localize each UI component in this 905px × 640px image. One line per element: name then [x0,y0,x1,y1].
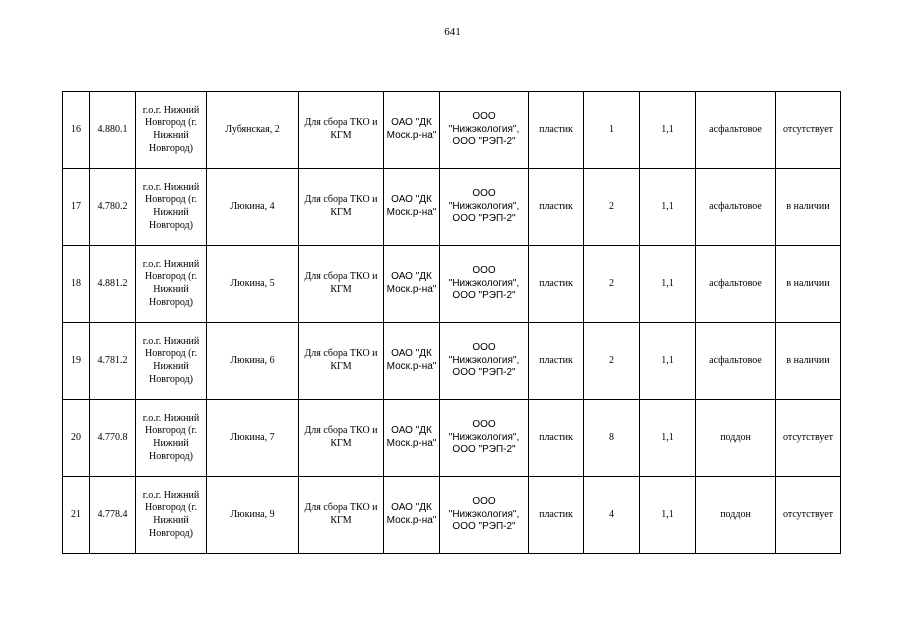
surface-coating-cell: асфальтовое [696,92,776,169]
container-volume-cell: 1,1 [640,92,696,169]
registry-table [62,91,841,554]
site-code-cell: 4.781.2 [90,323,136,400]
address-cell: Люкина, 6 [207,323,299,400]
container-count-cell: 2 [584,246,640,323]
surface-coating-cell: поддон [696,477,776,554]
row-number-cell: 18 [63,246,90,323]
table-row [63,323,841,400]
area-cell: г.о.г. Нижний Новгород (г. Нижний Новгород) [136,169,207,246]
site-code-cell: 4.880.1 [90,92,136,169]
organization-cell: ОАО "ДК Моск.р-на" [384,323,440,400]
material-cell: пластик [529,92,584,169]
material-cell: пластик [529,169,584,246]
area-cell: г.о.г. Нижний Новгород (г. Нижний Новгород) [136,246,207,323]
table-row [63,246,841,323]
address-cell: Лубянская, 2 [207,92,299,169]
container-volume-cell: 1,1 [640,323,696,400]
organization-cell: ОАО "ДК Моск.р-на" [384,477,440,554]
purpose-cell: Для сбора ТКО и КГМ [299,246,384,323]
surface-coating-cell: асфальтовое [696,246,776,323]
purpose-cell: Для сбора ТКО и КГМ [299,323,384,400]
site-code-cell: 4.778.4 [90,477,136,554]
organization-cell: ОАО "ДК Моск.р-на" [384,169,440,246]
operator-cell: ООО "Нижэкология", ООО "РЭП-2" [440,323,529,400]
address-cell: Люкина, 4 [207,169,299,246]
row-number-cell: 16 [63,92,90,169]
material-cell: пластик [529,323,584,400]
row-number-cell: 21 [63,477,90,554]
container-volume-cell: 1,1 [640,400,696,477]
fence-cell: в наличии [776,246,841,323]
address-cell: Люкина, 5 [207,246,299,323]
container-count-cell: 1 [584,92,640,169]
container-count-cell: 2 [584,323,640,400]
organization-cell: ОАО "ДК Моск.р-на" [384,246,440,323]
row-number-cell: 20 [63,400,90,477]
surface-coating-cell: поддон [696,400,776,477]
table-row [63,169,841,246]
operator-cell: ООО "Нижэкология", ООО "РЭП-2" [440,92,529,169]
table-row [63,400,841,477]
organization-cell: ОАО "ДК Моск.р-на" [384,92,440,169]
container-count-cell: 4 [584,477,640,554]
fence-cell: отсутствует [776,400,841,477]
area-cell: г.о.г. Нижний Новгород (г. Нижний Новгород) [136,323,207,400]
container-count-cell: 2 [584,169,640,246]
material-cell: пластик [529,477,584,554]
purpose-cell: Для сбора ТКО и КГМ [299,92,384,169]
area-cell: г.о.г. Нижний Новгород (г. Нижний Новгород) [136,477,207,554]
operator-cell: ООО "Нижэкология", ООО "РЭП-2" [440,169,529,246]
area-cell: г.о.г. Нижний Новгород (г. Нижний Новгород) [136,400,207,477]
purpose-cell: Для сбора ТКО и КГМ [299,400,384,477]
table-body [63,92,841,554]
material-cell: пластик [529,246,584,323]
area-cell: г.о.г. Нижний Новгород (г. Нижний Новгород) [136,92,207,169]
material-cell: пластик [529,400,584,477]
container-count-cell: 8 [584,400,640,477]
fence-cell: в наличии [776,169,841,246]
site-code-cell: 4.881.2 [90,246,136,323]
table-row [63,92,841,169]
address-cell: Люкина, 9 [207,477,299,554]
surface-coating-cell: асфальтовое [696,323,776,400]
table-row [63,477,841,554]
site-code-cell: 4.780.2 [90,169,136,246]
surface-coating-cell: асфальтовое [696,169,776,246]
container-volume-cell: 1,1 [640,169,696,246]
operator-cell: ООО "Нижэкология", ООО "РЭП-2" [440,246,529,323]
fence-cell: отсутствует [776,477,841,554]
row-number-cell: 19 [63,323,90,400]
page-number: 641 [444,26,461,38]
container-volume-cell: 1,1 [640,477,696,554]
site-code-cell: 4.770.8 [90,400,136,477]
fence-cell: отсутствует [776,92,841,169]
container-volume-cell: 1,1 [640,246,696,323]
fence-cell: в наличии [776,323,841,400]
organization-cell: ОАО "ДК Моск.р-на" [384,400,440,477]
operator-cell: ООО "Нижэкология", ООО "РЭП-2" [440,477,529,554]
address-cell: Люкина, 7 [207,400,299,477]
purpose-cell: Для сбора ТКО и КГМ [299,477,384,554]
operator-cell: ООО "Нижэкология", ООО "РЭП-2" [440,400,529,477]
row-number-cell: 17 [63,169,90,246]
purpose-cell: Для сбора ТКО и КГМ [299,169,384,246]
